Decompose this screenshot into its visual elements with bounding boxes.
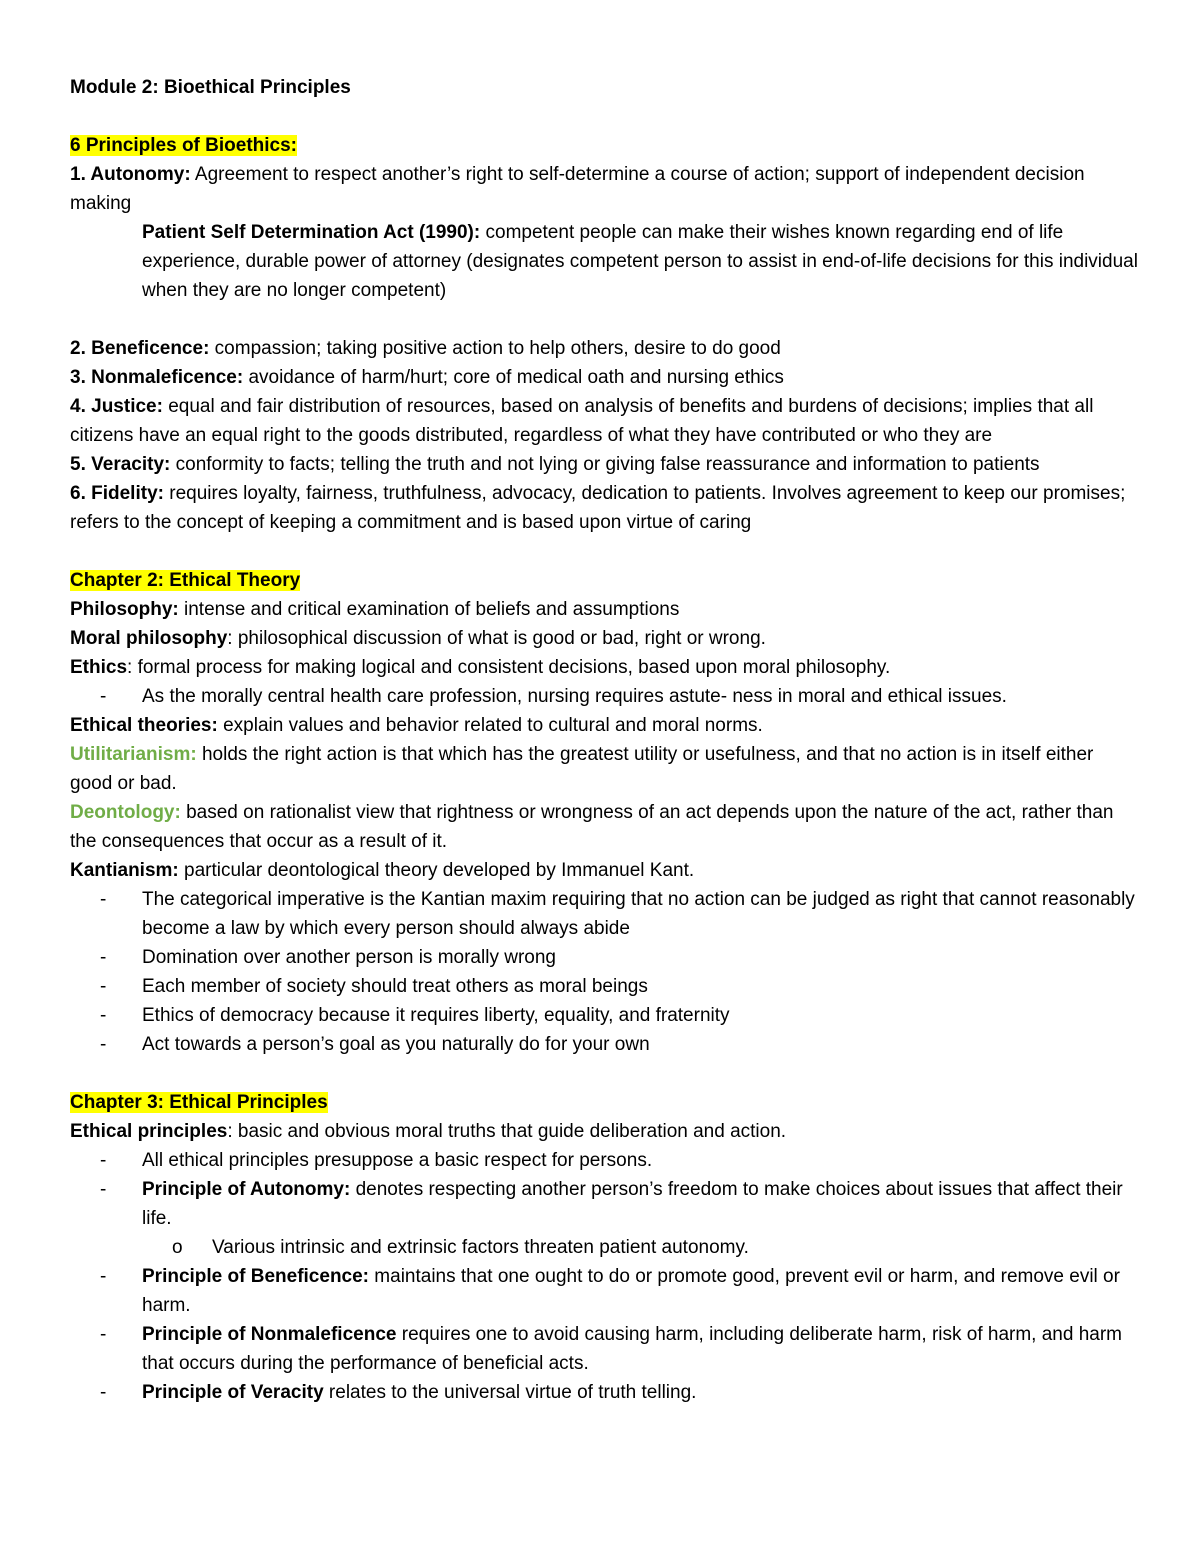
- patient-self-determination-act: Patient Self Determination Act (1990): competent people can make their wishes known regarding end of life experience, durable power of attorney (designates competent person to assist in end-of-life decisions for this individual when they are no longer competent): [142, 222, 1138, 301]
- definition-moral-philosophy: Moral philosophy: philosophical discussion of what is good or bad, right or wrong.: [70, 628, 766, 649]
- definition-philosophy: Philosophy: intense and critical examination of beliefs and assumptions: [70, 599, 680, 620]
- definition-ethical-principles: Ethical principles: basic and obvious moral truths that guide deliberation and action.: [70, 1121, 787, 1142]
- principle-justice: 4. Justice: equal and fair distribution of resources, based on analysis of benefits and burdens of decisions; implies that all citizens have an equal right to the goods distributed, regardless of what they have contributed or who they are: [70, 396, 1094, 446]
- sub-list-item: o Various intrinsic and extrinsic factors threaten patient autonomy.: [172, 1237, 749, 1258]
- page-title: Module 2: Bioethical Principles: [70, 77, 351, 98]
- list-item: - Principle of Veracity relates to the universal virtue of truth telling.: [100, 1382, 697, 1403]
- list-item: - All ethical principles presuppose a basic respect for persons.: [100, 1150, 653, 1171]
- list-item: - The categorical imperative is the Kantian maxim requiring that no action can be judged as right that cannot reasonably become a law by which every person should always abide: [100, 889, 1135, 939]
- list-item: - Principle of Beneficence: maintains that one ought to do or promote good, prevent evil or harm, and remove evil or harm.: [100, 1266, 1120, 1316]
- list-item: - Domination over another person is morally wrong: [100, 947, 556, 968]
- document-body: [70, 73, 1140, 1407]
- list-item: - Each member of society should treat others as moral beings: [100, 976, 648, 997]
- section-heading-chapter-2: Chapter 2: Ethical Theory: [70, 570, 301, 591]
- list-item: - Ethics of democracy because it requires liberty, equality, and fraternity: [100, 1005, 730, 1026]
- list-item: - Act towards a person’s goal as you naturally do for your own: [100, 1034, 650, 1055]
- definition-ethics: Ethics: formal process for making logical and consistent decisions, based upon moral philosophy.: [70, 657, 891, 678]
- section-heading-chapter-3: Chapter 3: Ethical Principles: [70, 1092, 328, 1113]
- definition-ethical-theories: Ethical theories: explain values and behavior related to cultural and moral norms.: [70, 715, 763, 736]
- definition-deontology: Deontology: based on rationalist view that rightness or wrongness of an act depends upon the nature of the act, rather than the consequences that occur as a result of it.: [70, 802, 1114, 852]
- list-item: - Principle of Nonmaleficence requires one to avoid causing harm, including deliberate harm, risk of harm, and harm that occurs during the performance of beneficial acts.: [100, 1324, 1123, 1374]
- principle-fidelity: 6. Fidelity: requires loyalty, fairness, truthfulness, advocacy, dedication to patients. Involves agreement to keep our promises; refers to the concept of keeping a commitment and is based upon virtue of caring: [70, 483, 1126, 533]
- section-heading-principles: 6 Principles of Bioethics:: [70, 135, 297, 156]
- list-item: - As the morally central health care profession, nursing requires astute- ness in moral and ethical issues.: [100, 686, 1007, 707]
- definition-kantianism: Kantianism: particular deontological theory developed by Immanuel Kant.: [70, 860, 695, 881]
- definition-utilitarianism: Utilitarianism: holds the right action is that which has the greatest utility or usefulness, and that no action is in itself either good or bad.: [70, 744, 1094, 794]
- principle-nonmaleficence: 3. Nonmaleficence: avoidance of harm/hurt; core of medical oath and nursing ethics: [70, 367, 784, 388]
- list-item: - Principle of Autonomy: denotes respecting another person’s freedom to make choices about issues that affect their life.: [100, 1179, 1123, 1229]
- principle-beneficence: 2. Beneficence: compassion; taking positive action to help others, desire to do good: [70, 338, 781, 359]
- principle-autonomy: 1. Autonomy: Agreement to respect another’s right to self-determine a course of action; support of independent decision making: [70, 164, 1085, 214]
- principle-veracity: 5. Veracity: conformity to facts; telling the truth and not lying or giving false reassurance and information to patients: [70, 454, 1040, 475]
